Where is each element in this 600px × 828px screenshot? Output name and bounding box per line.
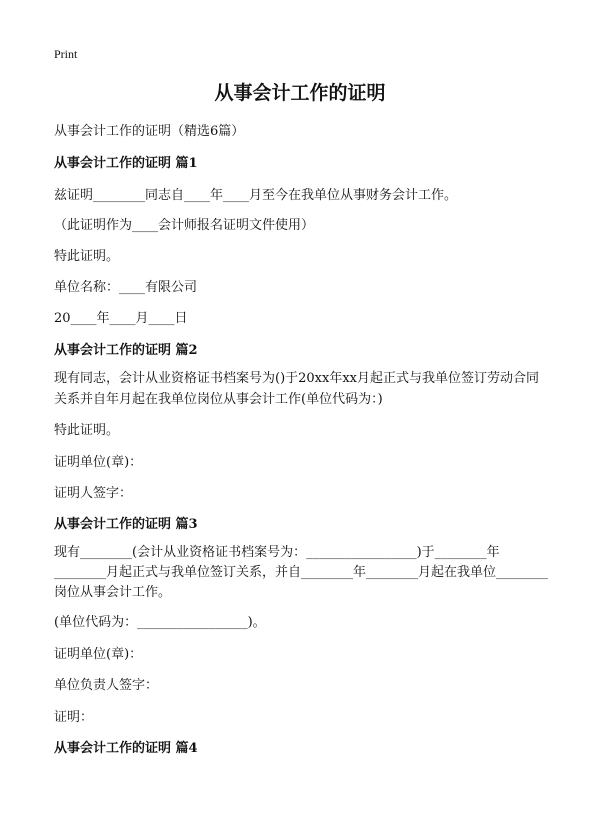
paragraph: 单位名称：____有限公司 [54,280,198,295]
paragraph: 单位负责人签字： [54,678,159,693]
section-heading-4: 从事会计工作的证明 篇4 [54,741,198,756]
paragraph: 现有同志，会计从业资格证书档案号为()于20xx年xx月起正式与我单位签订劳动合同关系并自年月起在我单位岗位从事会计工作(单位代码为：) [54,371,540,407]
paragraph: 特此证明。 [54,423,120,438]
paragraph: 20____年____月____日 [54,311,188,326]
paragraph: 现有________(会计从业资格证书档案号为：_________________)于________年________月起正式与我单位签订关系，并自________年________月起在我单位________岗位从事会计工作。 [54,545,549,600]
paragraph: (单位代码为：_________________)。 [54,615,266,630]
paragraph: 证明人签字： [54,486,133,501]
print-label[interactable]: Print [54,47,78,61]
paragraph: 兹证明________同志自____年____月至今在我单位从事财务会计工作。 [54,188,458,203]
section-heading-1: 从事会计工作的证明 篇1 [54,156,198,171]
section-heading-2: 从事会计工作的证明 篇2 [54,343,198,358]
paragraph: 证明单位(章)： [54,455,143,470]
paragraph: 证明： [54,710,94,725]
page-title: 从事会计工作的证明 [214,82,386,104]
document-subtitle: 从事会计工作的证明（精选6篇） [54,124,245,139]
paragraph: （此证明作为____会计师报名证明文件使用） [54,218,315,233]
section-heading-3: 从事会计工作的证明 篇3 [54,517,198,532]
paragraph: 证明单位(章)： [54,647,143,662]
paragraph: 特此证明。 [54,249,120,264]
